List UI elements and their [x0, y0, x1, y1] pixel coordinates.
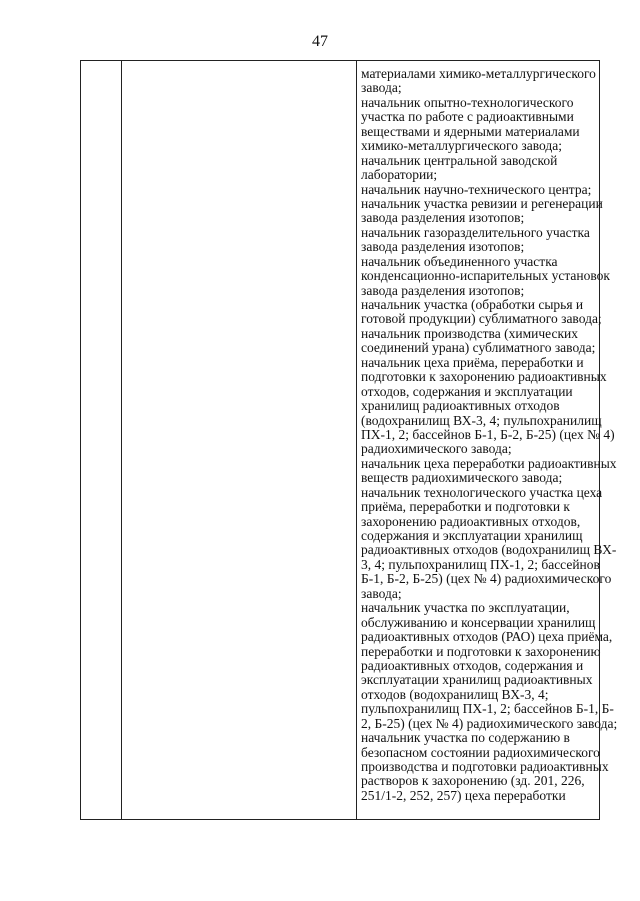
text-line: Б-1, Б-2, Б-25) (цех № 4) радиохимического	[361, 571, 612, 587]
text-line: начальник объединенного участка	[361, 253, 558, 269]
text-line: 251/1-2, 252, 257) цеха переработки	[361, 787, 566, 803]
text-line: начальник цеха приёма, переработки и	[361, 354, 584, 370]
positions-text	[357, 61, 618, 803]
text-line: начальник газоразделительного участка	[361, 224, 590, 240]
text-line: приёма, переработки и подготовки к	[361, 499, 570, 515]
table-cell-positions	[357, 61, 618, 820]
text-line: отходов, содержания и эксплуатации	[361, 383, 573, 399]
text-line: завода;	[361, 585, 402, 601]
text-line: начальник производства (химических	[361, 325, 578, 341]
text-line: начальник участка по содержанию в	[361, 730, 570, 746]
text-line: 2, Б-25) (цех № 4) радиохимического завода;	[361, 715, 618, 731]
text-line: участка по работе с радиоактивными	[361, 109, 574, 125]
table-cell-number	[81, 61, 122, 820]
text-line: готовой продукции) сублиматного завода;	[361, 311, 602, 327]
text-line: ПХ-1, 2; бассейнов Б-1, Б-2, Б-25) (цех № 4)	[361, 426, 615, 442]
table-row	[81, 61, 600, 820]
text-line: материалами химико-металлургического	[361, 66, 596, 81]
text-line: захоронению радиоактивных отходов,	[361, 513, 581, 529]
text-line: начальник технологического участка цеха	[361, 484, 603, 500]
text-line: завода разделения изотопов;	[361, 239, 525, 255]
text-line: начальник опытно-технологического	[361, 94, 574, 110]
text-line: начальник научно-технического центра;	[361, 181, 592, 197]
text-line: пульпохранилищ ПХ-1, 2; бассейнов Б-1, Б-	[361, 701, 614, 717]
text-line: конденсационно-испарительных установок	[361, 268, 610, 284]
text-line: производства и подготовки радиоактивных	[361, 759, 609, 774]
text-line: начальник центральной заводской	[361, 152, 558, 168]
text-line: начальник участка по эксплуатации,	[361, 600, 570, 616]
text-line: радиохимического завода;	[361, 441, 512, 457]
text-line: эксплуатации хранилищ радиоактивных	[361, 672, 593, 688]
text-line: завода разделения изотопов;	[361, 282, 525, 298]
table-cell-category	[122, 61, 357, 820]
text-line: завода разделения изотопов;	[361, 210, 525, 226]
text-line: начальник участка ревизии и регенерации	[361, 195, 603, 211]
text-line: переработки и подготовки к захоронению	[361, 643, 601, 659]
text-line: радиоактивных отходов, содержания и	[361, 657, 584, 673]
text-line: содержания и эксплуатации хранилищ	[361, 528, 583, 543]
text-line: химико-металлургического завода;	[361, 138, 562, 154]
text-line: завода;	[361, 80, 402, 96]
text-line: безопасном состоянии радиохимического	[361, 744, 600, 760]
text-line: начальник цеха переработки радиоактивных	[361, 455, 617, 471]
text-line: радиоактивных отходов (водохранилищ ВХ-	[361, 542, 617, 558]
text-line: соединений урана) сублиматного завода;	[361, 340, 596, 356]
text-line: начальник участка (обработки сырья и	[361, 297, 584, 312]
text-line: (водохранилищ ВХ-3, 4; пульпохранилищ	[361, 412, 602, 428]
text-line: веществ радиохимического завода;	[361, 470, 563, 486]
text-line: веществами и ядерными материалами	[361, 123, 580, 139]
text-line: растворов к захоронению (зд. 201, 226,	[361, 773, 585, 789]
text-line: хранилищ радиоактивных отходов	[361, 398, 560, 414]
text-line: 3, 4; пульпохранилищ ПХ-1, 2; бассейнов	[361, 556, 600, 572]
text-line: обслуживанию и консервации хранилищ	[361, 614, 596, 630]
text-line: подготовки к захоронению радиоактивных	[361, 369, 607, 385]
text-line: радиоактивных отходов (РАО) цеха приёма,	[361, 629, 613, 645]
text-line: лаборатории;	[361, 167, 438, 183]
document-table	[80, 60, 618, 820]
text-line: отходов (водохранилищ ВХ-3, 4;	[361, 686, 549, 702]
page-number: 47	[312, 33, 328, 50]
